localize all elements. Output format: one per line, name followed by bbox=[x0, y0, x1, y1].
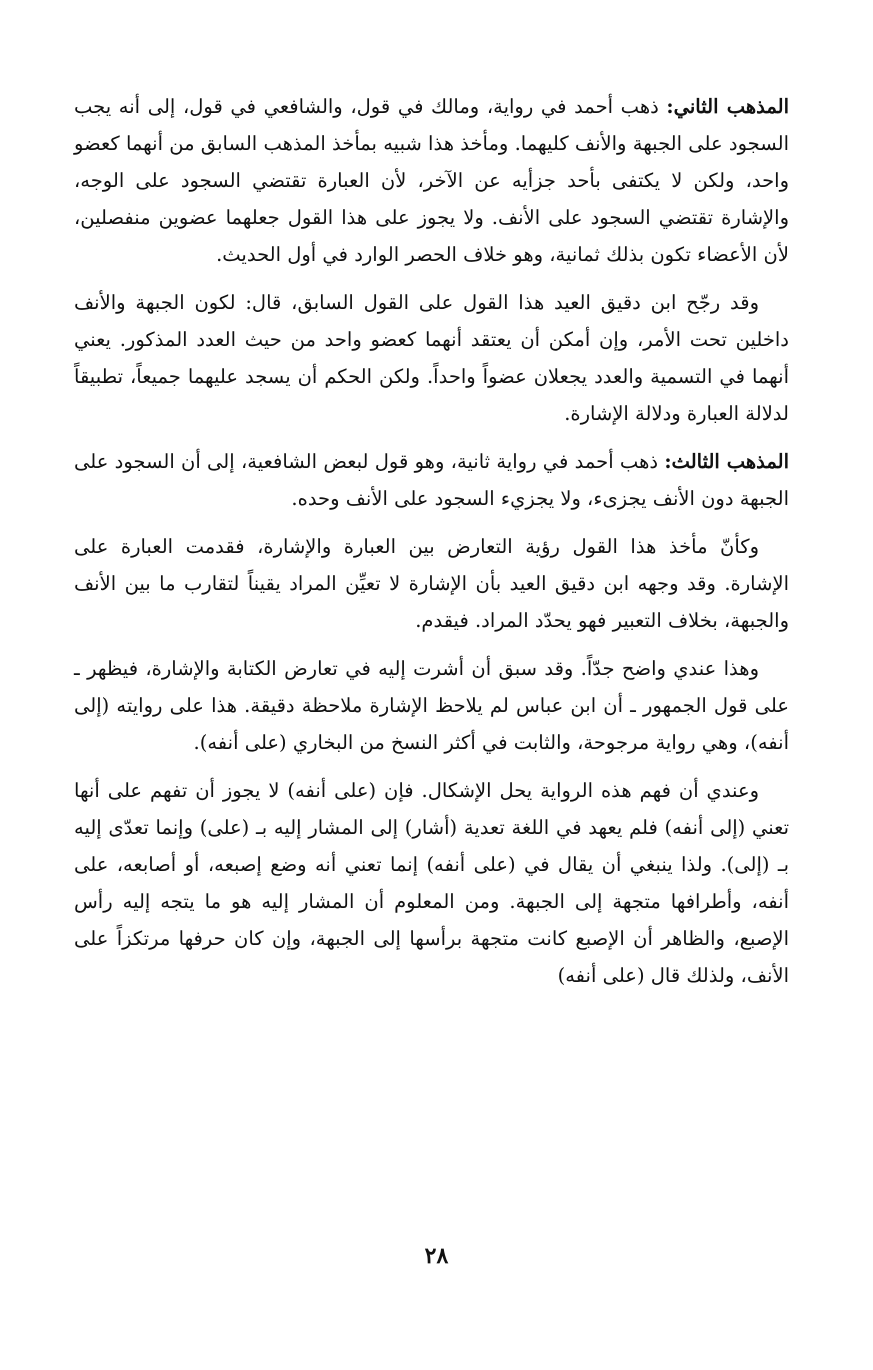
paragraph-author-opinion bbox=[74, 650, 789, 761]
paragraph-text: وعندي أن فهم هذه الرواية يحل الإشكال. فإن (على أنفه) لا يجوز أن تفهم على أنها تعني (إلى أنفه) فلم يعهد في اللغة تعدية (أشار) إلى المشار إليه بـ (على) وإنما تعدّى إليه بـ (إلى). ولذا ينبغي أن يقال في (على أنفه) إنما تعني أنه وضع إصبعه، أو أصابعه، على أنفه، وأطرافها متجهة إلى الجبهة. ومن المعلوم أن المشار إليه هو ما يتجه إليه رأس الإصبع، والظاهر أن الإصبع كانت متجهة برأسها إلى الجبهة، وإن كان حرفها مرتكزاً على الأنف، ولذلك قال (على أنفه) bbox=[74, 779, 789, 987]
paragraph-narration-explanation bbox=[74, 772, 789, 994]
paragraph-doctrine-three bbox=[74, 443, 789, 517]
page-body bbox=[74, 88, 789, 1005]
paragraph-text: ذهب أحمد في رواية ثانية، وهو قول لبعض الشافعية، إلى أن السجود على الجبهة دون الأنف يجزىء، ولا يجزيء السجود على الأنف وحده. bbox=[74, 450, 789, 510]
paragraph-doctrine-two bbox=[74, 88, 789, 273]
paragraph-text: وقد رجّح ابن دقيق العيد هذا القول على القول السابق، قال: لكون الجبهة والأنف داخلين تحت الأمر، وإن أمكن أن يعتقد أنهما كعضو واحد من حيث العدد المذكور. يعني أنهما في التسمية والعدد يجعلان عضواً واحداً. ولكن الحكم أن يسجد عليهما جميعاً، تطبيقاً لدلالة العبارة ودلالة الإشارة. bbox=[74, 291, 789, 425]
paragraph-lead: المذهب الثاني: bbox=[666, 95, 789, 118]
page-number: ٢٨ bbox=[424, 1243, 449, 1269]
paragraph-text: وهذا عندي واضح جدّاً. وقد سبق أن أشرت إليه في تعارض الكتابة والإشارة، فيظهر ـ على قول الجمهور ـ أن ابن عباس لم يلاحظ الإشارة ملاحظة دقيقة. هذا على روايته (إلى أنفه)، وهي رواية مرجوحة، والثابت في أكثر النسخ من البخاري (على أنفه). bbox=[74, 657, 789, 754]
paragraph-text: وكأنّ مأخذ هذا القول رؤية التعارض بين العبارة والإشارة، فقدمت العبارة على الإشارة. وقد وجهه ابن دقيق العيد بأن الإشارة لا تعيِّن المراد يقيناً لتقارب ما بين الأنف والجبهة، بخلاف التعبير فهو يحدّد المراد. فيقدم. bbox=[74, 535, 789, 632]
paragraph-text: ذهب أحمد في رواية، ومالك في قول، والشافعي في قول، إلى أنه يجب السجود على الجبهة والأنف كليهما. ومأخذ هذا شبيه بمأخذ المذهب السابق من أنهما كعضو واحد، ولكن لا يكتفى بأحد جزأيه عن الآخر، لأن العبارة تقتضي السجود على الوجه، والإشارة تقتضي السجود على الأنف. ولا يجوز على هذا القول جعلهما عضوين منفصلين، لأن الأعضاء تكون بذلك ثمانية، وهو خلاف الحصر الوارد في أول الحديث. bbox=[74, 95, 789, 266]
paragraph-lead: المذهب الثالث: bbox=[664, 450, 789, 473]
paragraph-ibn-daqiq-preference bbox=[74, 284, 789, 432]
paragraph-conflict-reasoning bbox=[74, 528, 789, 639]
